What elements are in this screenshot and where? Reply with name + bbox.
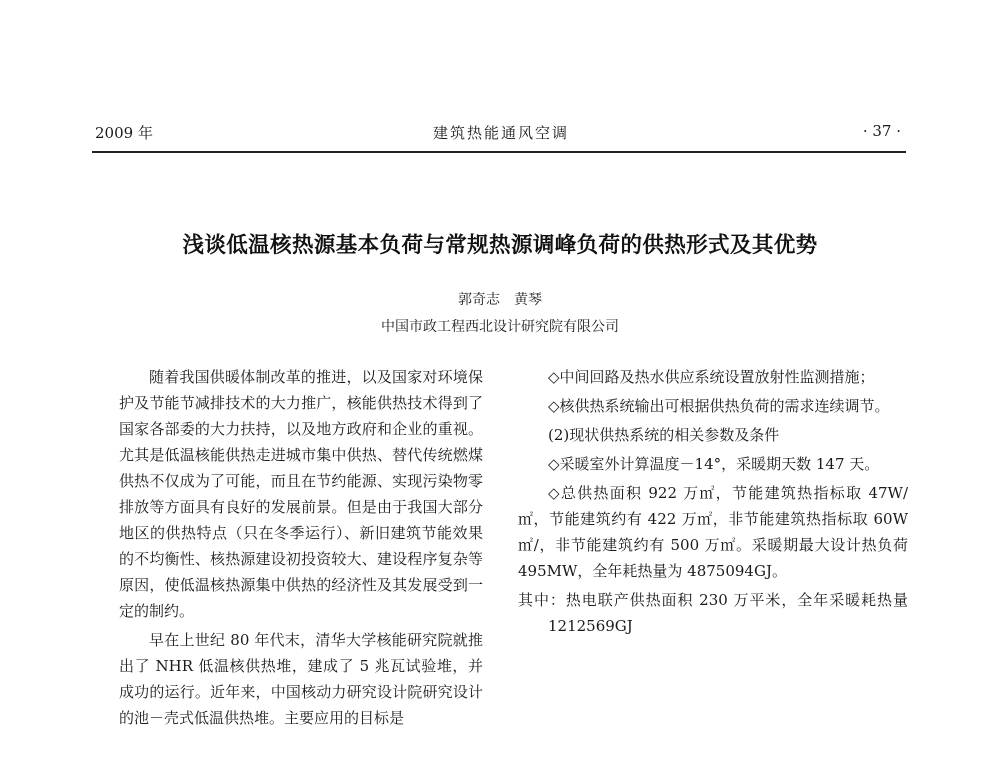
page-number: · 37 · xyxy=(862,122,901,140)
right-text-column xyxy=(518,364,908,639)
journal-name: 建筑热能通风空调 xyxy=(432,124,569,142)
body-paragraph: 其中：热电联产供热面积 230 万平米，全年采暖耗热量 1212569GJ xyxy=(518,591,908,635)
bullet-paragraph: ◇核供热系统输出可根据供热负荷的需求连续调节。 xyxy=(548,397,890,415)
section-heading: (2)现状供热系统的相关参数及条件 xyxy=(548,426,780,444)
author-affiliation: 中国市政工程西北设计研究院有限公司 xyxy=(381,319,619,335)
left-text-column xyxy=(119,364,483,734)
header-divider xyxy=(92,151,906,153)
body-paragraph: 早在上世纪 80 年代末，清华大学核能研究院就推出了 NHR 低温核供热堆，建成了 5 兆瓦试验堆，并成功的运行。近年来，中国核动力研究设计院研究设计的池－壳式低温供热堆。主要应用的目标是 xyxy=(119,631,483,727)
body-paragraph: 随着我国供暖体制改革的推进，以及国家对环境保护及节能节减排技术的大力推广，核能供热技术得到了国家各部委的大力扶持，以及地方政府和企业的重视。尤其是低温核能供热走进城市集中供热、替代传统燃煤供热不仅成为了可能，而且在节约能源、实现污染物零排放等方面具有良好的发展前景。但是由于我国大部分地区的供热特点（只在冬季运行）、新旧建筑节能效果的不均衡性、核热源建设初投资较大、建设程序复杂等原因，使低温核热源集中供热的经济性及其发展受到一定的制约。 xyxy=(119,368,483,620)
bullet-paragraph: ◇采暖室外计算温度－14°，采暖期天数 147 天。 xyxy=(548,455,880,473)
bullet-paragraph: ◇总供热面积 922 万㎡，节能建筑热指标取 47W/㎡，节能建筑约有 422 万㎡，非节能建筑热指标取 60W ㎡/，非节能建筑约有 500 万㎡。采暖期最大设计热负荷 495MW，全年耗热量为 4875094GJ。 xyxy=(518,484,908,580)
article-title: 浅谈低温核热源基本负荷与常规热源调峰负荷的供热形式及其优势 xyxy=(182,233,818,258)
issue-year: 2009 年 xyxy=(95,124,153,142)
bullet-paragraph: ◇中间回路及热水供应系统设置放射性监测措施； xyxy=(548,368,875,386)
running-header xyxy=(95,122,907,146)
article-authors: 郭奇志 黄琴 xyxy=(458,292,542,308)
